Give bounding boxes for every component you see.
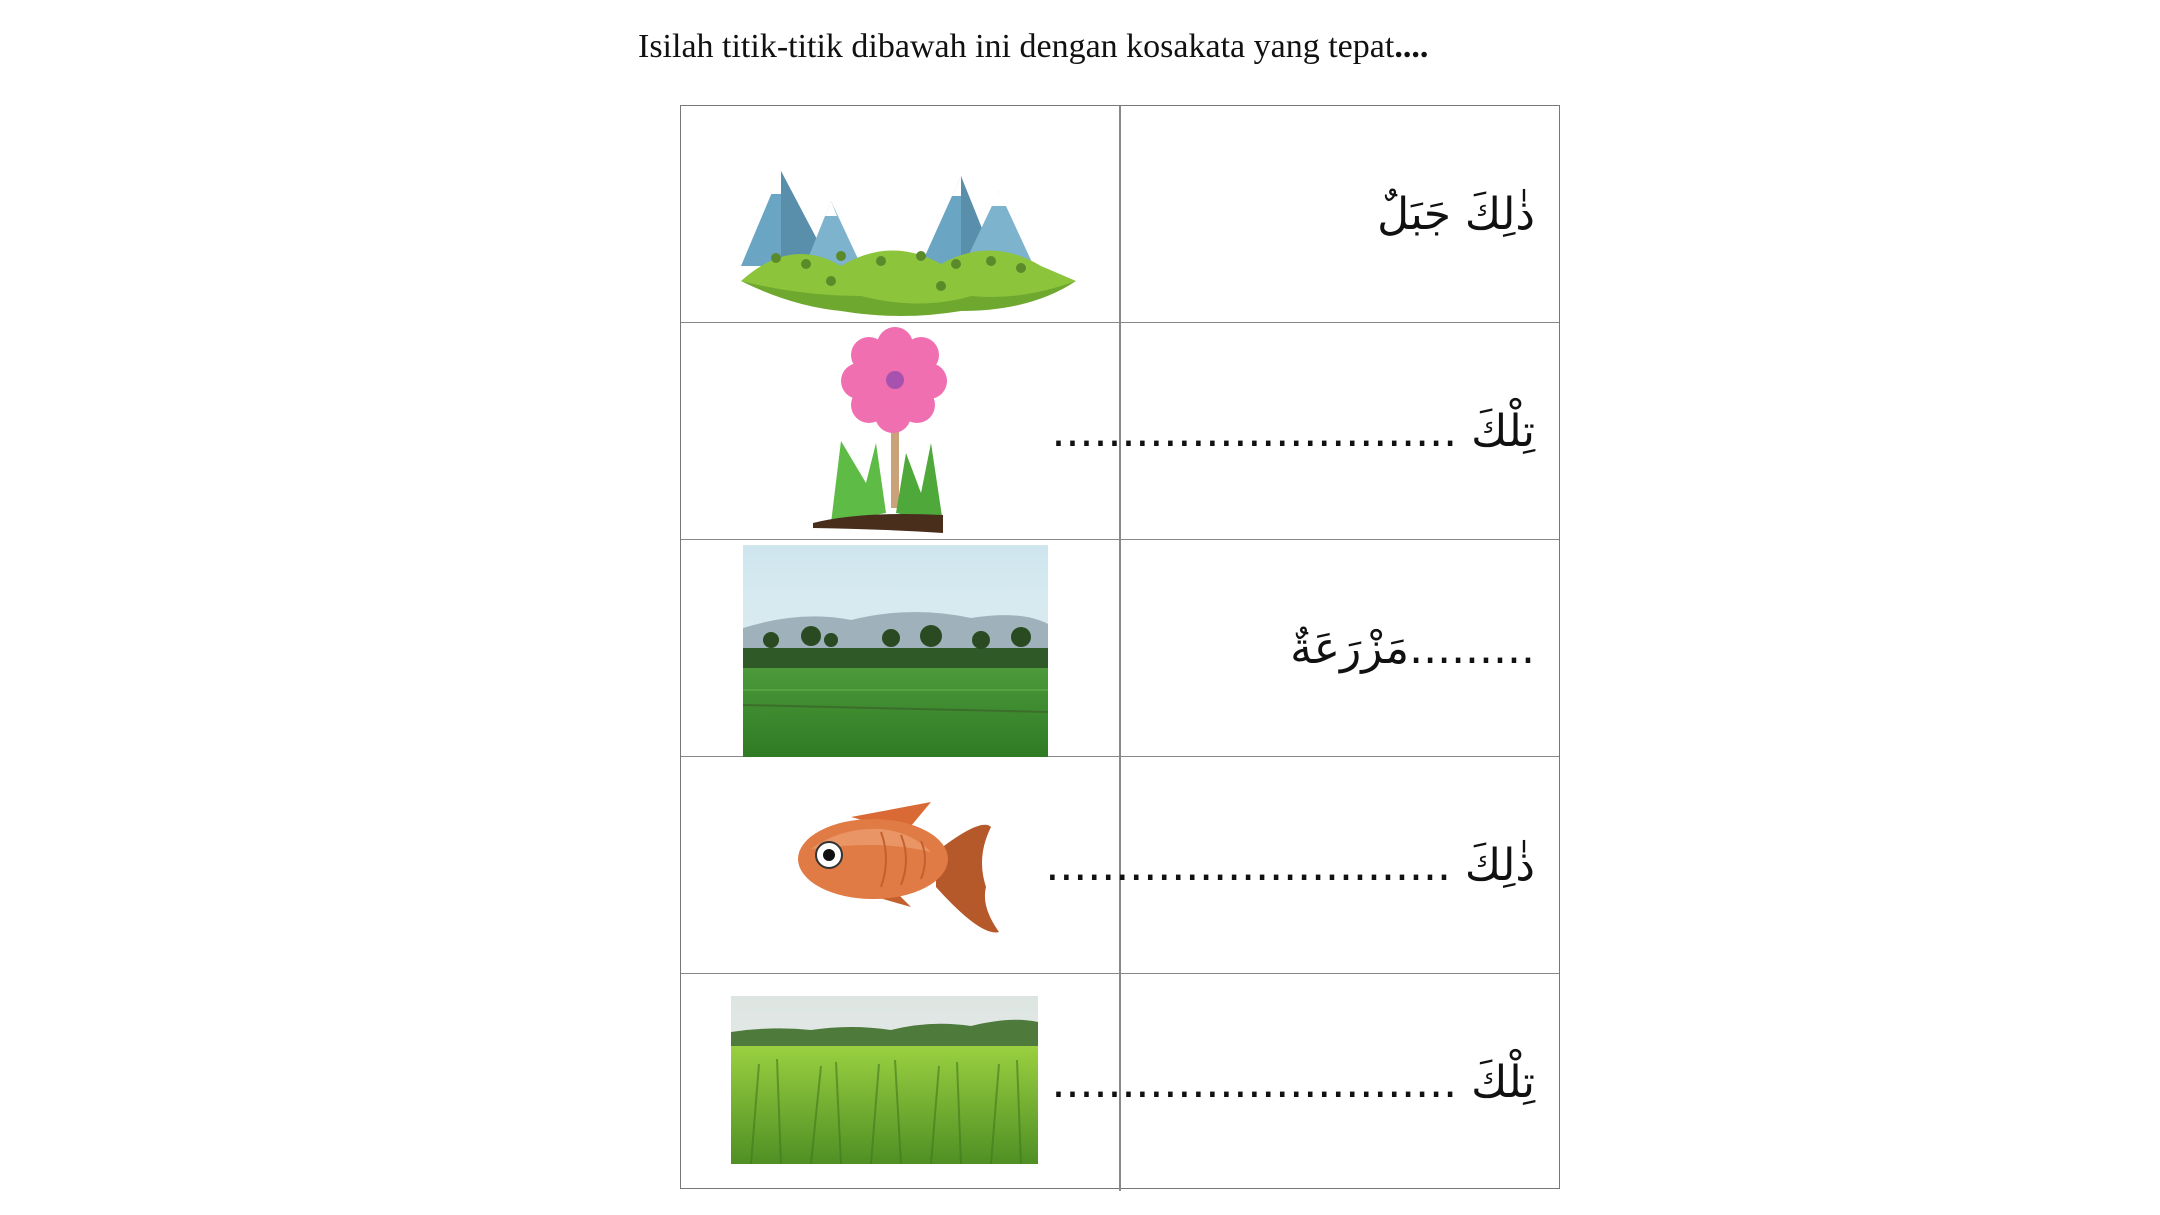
image-cell — [681, 540, 1119, 757]
instruction-dots: .... — [1394, 28, 1429, 65]
text-cell — [1045, 757, 1549, 974]
arabic-sentence: تِلْكَ ............................. — [1051, 406, 1535, 457]
instruction-text — [638, 28, 1428, 66]
image-cell — [681, 106, 1119, 323]
worksheet-table — [680, 105, 1560, 1189]
table-row — [681, 106, 1559, 323]
mountains-icon — [681, 106, 1119, 323]
arabic-sentence: تِلْكَ ............................. — [1051, 1057, 1535, 1108]
table-row — [681, 540, 1559, 757]
table-row — [681, 323, 1559, 540]
arabic-sentence: ذٰلِكَ جَبَلٌ — [1377, 189, 1535, 240]
text-cell — [1051, 323, 1549, 540]
table-row — [681, 974, 1559, 1191]
text-cell — [1051, 974, 1549, 1191]
arabic-sentence: ذٰلِكَ ............................. — [1045, 840, 1535, 891]
rice-field-landscape-photo — [681, 540, 1119, 757]
instruction-label: Isilah titik-titik dibawah ini dengan kosakata yang tepat — [638, 28, 1395, 65]
text-cell — [1121, 540, 1549, 757]
text-cell — [1121, 106, 1549, 323]
arabic-sentence: .........مَزْرَعَةٌ — [1290, 623, 1535, 674]
table-row — [681, 757, 1559, 974]
